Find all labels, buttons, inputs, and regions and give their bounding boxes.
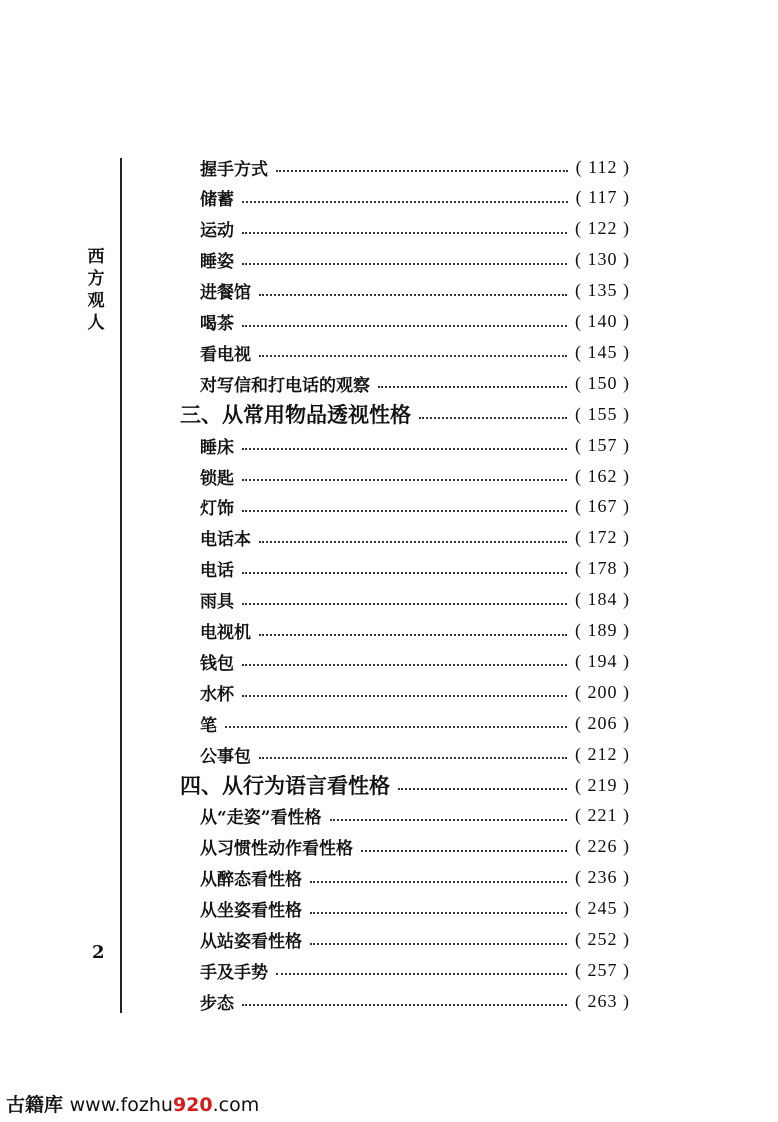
footer-site-suffix: .com [212,1094,260,1116]
toc-title: 锁匙 [200,468,234,489]
toc-page-number: ( 117 ) [575,187,630,208]
toc-entry [200,801,630,831]
toc-page-number: ( 167 ) [575,496,630,517]
toc-page-number: ( 135 ) [575,280,630,301]
toc-page-number: ( 150 ) [575,372,630,393]
toc-title: 雨具 [200,592,234,613]
dot-leader [242,232,567,234]
toc-entry [200,832,630,862]
toc-title: 从醉态看性格 [200,870,302,891]
toc-page-number: ( 252 ) [575,929,630,949]
toc-entry [200,307,630,337]
toc-entry [200,492,630,522]
toc-title: 钱包 [200,653,234,674]
dot-leader [398,788,567,790]
dot-leader [242,1004,567,1006]
toc-entry [200,245,630,275]
toc-entry [200,461,630,491]
toc-title: 运动 [200,221,234,242]
toc-title: 步态 [200,993,234,1014]
toc-page-number: ( 130 ) [575,249,630,270]
toc-title: 握手方式 [200,159,268,180]
toc-entry [200,152,630,182]
toc-title: 睡床 [200,437,234,458]
toc-page-number: ( 221 ) [575,805,630,826]
dot-leader [259,757,567,759]
dot-leader [242,695,567,697]
toc-page-number: ( 184 ) [575,589,630,610]
dot-leader [419,417,567,419]
running-title-char: 人 [87,313,105,333]
toc-entry [200,183,630,213]
toc-entry [200,925,630,955]
toc-page-number: ( 226 ) [575,836,630,857]
toc-title: 三、从常用物品透视性格 [180,402,411,428]
dot-leader [361,850,567,852]
dot-leader [242,510,567,512]
running-title [84,246,108,334]
toc-page-number: ( 112 ) [575,156,630,177]
toc-page-number: ( 257 ) [575,959,630,980]
footer-site-number: 920 [172,1094,213,1116]
dot-leader [242,572,567,574]
toc-entry [200,646,630,676]
dot-leader [242,325,567,327]
toc-entry [200,337,630,367]
toc-page-number: ( 263 ) [575,990,630,1011]
toc-page-number: ( 145 ) [575,341,630,362]
dot-leader [310,943,567,945]
toc-entry [200,214,630,244]
toc-title: 储蓄 [200,190,234,211]
dot-leader [259,294,567,296]
toc-page-number: ( 140 ) [575,311,630,331]
page-number: 2 [92,942,105,963]
toc-entry [200,554,630,584]
footer-site-prefix: www.fozhu [69,1094,173,1116]
dot-leader [242,448,567,450]
toc-entry [200,430,630,460]
dot-leader [242,603,567,605]
footer-name: 古籍库 [6,1094,64,1116]
toc-page-number: ( 194 ) [575,650,630,671]
toc-title: 笔 [200,715,217,736]
toc-title: 从“走姿”看性格 [200,808,322,829]
toc-title: 睡姿 [200,252,234,273]
toc-entry [200,708,630,738]
toc-title: 喝茶 [200,314,234,334]
toc-title: 手及手势 [200,962,268,983]
toc-entry [200,955,630,985]
footer-watermark [6,1090,259,1117]
toc-entry [200,863,630,893]
toc-entry [200,986,630,1016]
toc-title: 从坐姿看性格 [200,901,302,922]
toc-page-number: ( 122 ) [575,218,630,239]
dot-leader [330,819,567,821]
toc-page-number: ( 212 ) [575,743,630,764]
toc-entry [200,677,630,707]
toc-title: 对写信和打电话的观察 [200,375,370,396]
toc-page-number: ( 200 ) [575,681,630,702]
toc-entry [200,585,630,615]
dot-leader [276,170,568,172]
toc-page-number: ( 157 ) [575,434,630,455]
dot-leader [242,479,567,481]
toc-entry [200,616,630,646]
toc-title: 从站姿看性格 [200,932,302,952]
toc-title: 进餐馆 [200,283,251,304]
toc-title: 电话本 [200,530,251,551]
dot-leader [259,634,567,636]
toc-page-number: ( 189 ) [575,620,630,640]
dot-leader [225,726,567,728]
toc-title: 四、从行为语言看性格 [180,773,390,798]
toc-page-number: ( 219 ) [575,774,630,795]
toc-page-number: ( 236 ) [575,867,630,888]
toc-title: 看电视 [200,344,251,365]
toc-entry [200,523,630,553]
running-title-char: 西 [87,247,105,267]
toc-page-number: ( 245 ) [575,898,630,919]
toc-page-number: ( 178 ) [575,558,630,579]
toc-entry [200,276,630,306]
dot-leader [310,881,567,883]
margin-rule [120,158,122,1013]
dot-leader [242,263,567,265]
toc-section [180,399,630,429]
dot-leader [259,541,567,543]
toc-page-number: ( 206 ) [575,712,630,733]
toc-title: 电视机 [200,623,251,643]
toc-section [180,770,630,800]
toc-title: 水杯 [200,684,234,705]
toc-title: 电话 [200,561,234,582]
toc-entry [200,368,630,398]
toc-title: 从习惯性动作看性格 [200,839,353,860]
dot-leader [259,355,567,357]
dot-leader [378,386,567,388]
toc-title: 公事包 [200,746,251,767]
toc-page-number: ( 172 ) [575,527,630,548]
running-title-char: 观 [87,291,105,311]
dot-leader [242,201,568,203]
dot-leader [242,664,567,666]
dot-leader [310,912,567,914]
toc-page-number: ( 162 ) [575,465,630,486]
toc-entry [200,894,630,924]
toc-title: 灯饰 [200,499,234,520]
toc-page-number: ( 155 ) [575,403,630,424]
dot-leader [276,973,567,975]
toc-entry [200,739,630,769]
running-title-char: 方 [87,269,105,289]
